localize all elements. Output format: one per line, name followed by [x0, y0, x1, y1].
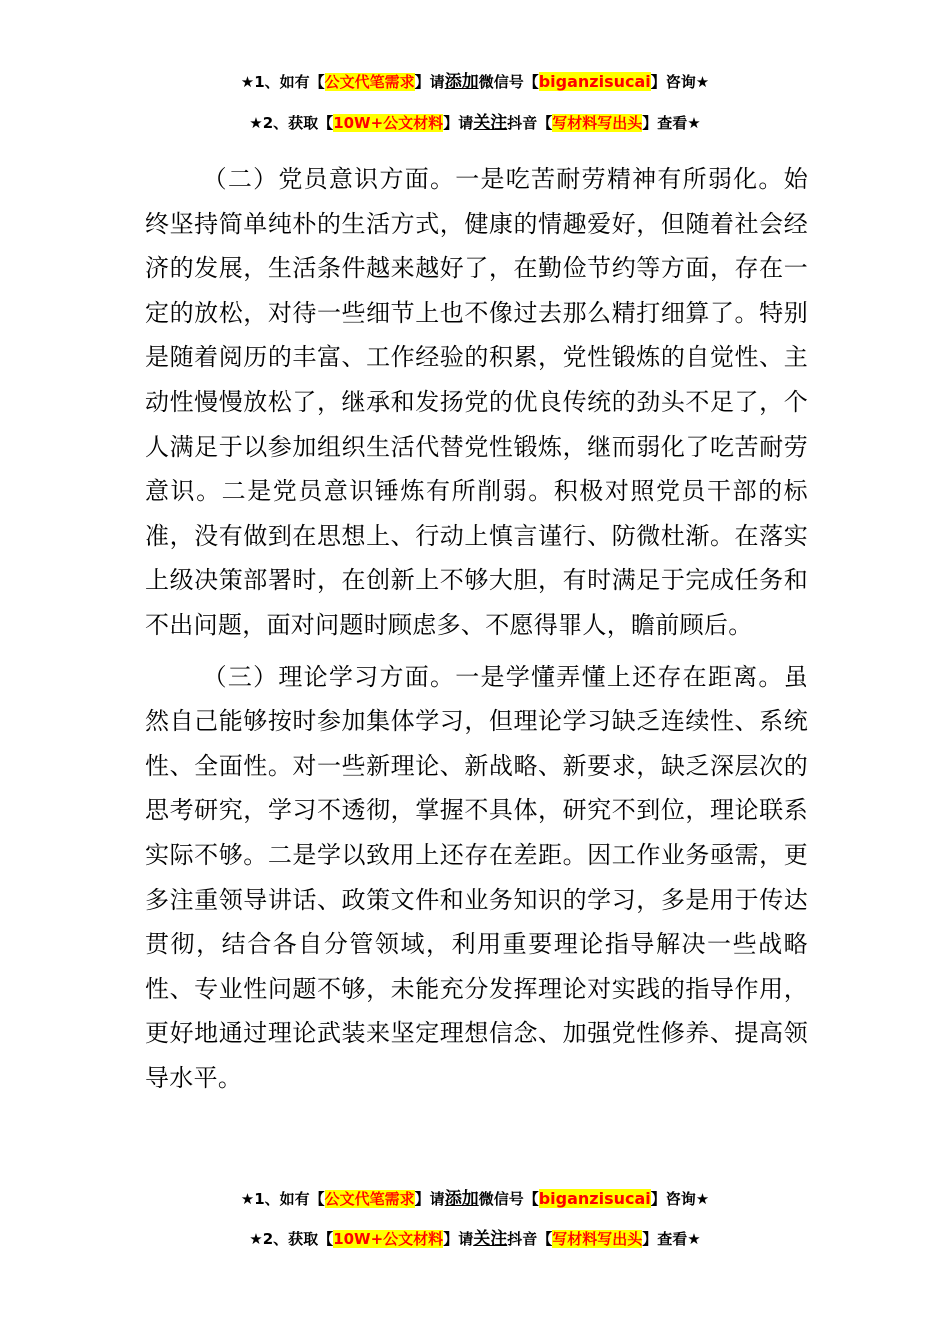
promo-text: 抖音【: [507, 114, 553, 132]
highlight-materials: 10W+公文材料: [333, 114, 444, 132]
highlight-service: 公文代笔需求: [324, 73, 415, 91]
promo-emphasis-follow: 关注: [473, 113, 508, 133]
promo-text: 】咨询★: [650, 73, 710, 91]
promo-text: 】查看★: [642, 1230, 701, 1248]
paragraph-party-member-awareness: （二）党员意识方面。一是吃苦耐劳精神有所弱化。始终坚持简单纯朴的生活方式，健康的情趣爱好，但随着社会经济的发展，生活条件越来越好了，在勤俭节约等方面，存在一定的放松，对待一些细节上也不像过去那么精打细算了。特别是随着阅历的丰富、工作经验的积累，党性锻炼的自觉性、主动性慢慢放松了，继承和发扬党的优良传统的劲头不足了，个人满足于以参加组织生活代替党性锻炼，继而弱化了吃苦耐劳意识。二是党员意识锤炼有所削弱。积极对照党员干部的标准，没有做到在思想上、行动上慎言谨行、防微杜渐。在落实上级决策部署时，在创新上不够大胆，有时满足于完成任务和不出问题，面对问题时顾虑多、不愿得罪人，瞻前顾后。: [145, 165, 808, 639]
promo-text: 微信号【: [478, 1190, 539, 1208]
promo-text: 】请: [414, 73, 445, 91]
highlight-wechat-id: biganzisucai: [538, 1189, 651, 1208]
promo-text: 】查看★: [642, 114, 701, 132]
promo-emphasis-follow: 关注: [473, 1229, 508, 1249]
paragraph-theory-study: （三）理论学习方面。一是学懂弄懂上还存在距离。虽然自己能够按时参加集体学习，但理论学习缺乏连续性、系统性、全面性。对一些新理论、新战略、新要求，缺乏深层次的思考研究，学习不透彻，掌握不具体，研究不到位，理论联系实际不够。二是学以致用上还存在差距。因工作业务亟需，更多注重领导讲话、政策文件和业务知识的学习，多是用于传达贯彻，结合各自分管领域，利用重要理论指导解决一些战略性、专业性问题不够，未能充分发挥理论对实践的指导作用，更好地通过理论武装来坚定理想信念、加强党性修养、提高领导水平。: [145, 662, 808, 1092]
promo-text: ★2、获取【: [249, 1230, 334, 1248]
highlight-wechat-id: biganzisucai: [538, 72, 651, 91]
promo-emphasis-add: 添加: [444, 72, 479, 92]
highlight-douyin: 写材料写出头: [552, 1230, 643, 1248]
promo-text: 】请: [443, 114, 474, 132]
promo-text: 微信号【: [478, 73, 539, 91]
promo-bottom-line-2: [0, 1229, 950, 1249]
promo-bottom-line-1: [0, 1189, 950, 1209]
document-body: [145, 157, 808, 1100]
promo-top-line-2: [0, 113, 950, 133]
highlight-service: 公文代笔需求: [324, 1190, 415, 1208]
highlight-materials: 10W+公文材料: [333, 1230, 444, 1248]
promo-text: 】请: [443, 1230, 474, 1248]
promo-text: ★1、如有【: [240, 1190, 325, 1208]
promo-text: ★2、获取【: [249, 114, 334, 132]
promo-top-line-1: [0, 72, 950, 92]
promo-text: 】咨询★: [650, 1190, 710, 1208]
highlight-douyin: 写材料写出头: [552, 114, 643, 132]
promo-emphasis-add: 添加: [444, 1189, 479, 1209]
promo-text: 】请: [414, 1190, 445, 1208]
promo-text: ★1、如有【: [240, 73, 325, 91]
promo-text: 抖音【: [507, 1230, 553, 1248]
